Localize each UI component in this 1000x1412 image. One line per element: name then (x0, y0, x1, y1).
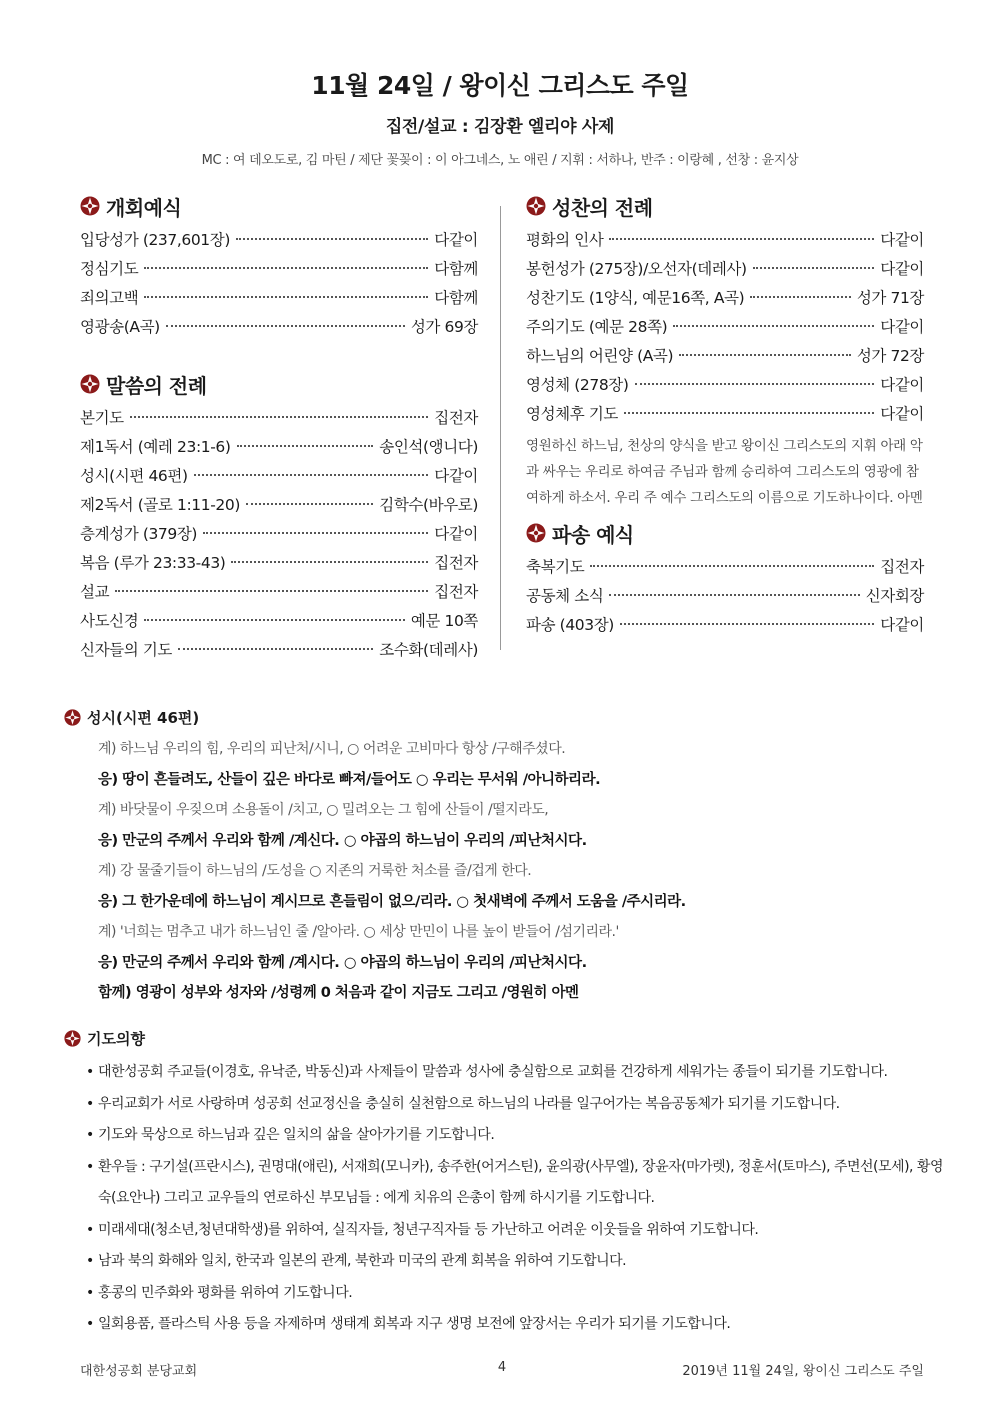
order-row (526, 613, 924, 642)
order-row (526, 286, 924, 315)
dot-leader (609, 238, 874, 240)
section-title: 성찬의 전례 (552, 195, 653, 220)
prayer-intentions (64, 1027, 944, 1341)
dot-leader (635, 383, 875, 385)
order-item-role: 예문 10쪽 (410, 612, 478, 630)
order-item-role: 송인석(앵니다) (379, 438, 478, 456)
dot-leader (144, 619, 405, 621)
page-subtitle: 집전/설교 : 김장환 엘리야 사제 (385, 117, 615, 137)
order-item-role: 성가 71장 (856, 289, 924, 307)
order-row (80, 493, 478, 522)
order-row (526, 315, 924, 344)
column-divider (500, 206, 501, 650)
order-item-name: 제2독서 (골로 1:11-20) (80, 496, 240, 514)
order-item-name: 본기도 (80, 409, 124, 427)
psalm-response: 응) 땅이 흔들려도, 산들이 깊은 바다로 빠져/들어도 ○ 우리는 무서워 /아니하리라. (98, 771, 601, 788)
dot-leader (144, 267, 428, 269)
page-footer (80, 1360, 924, 1380)
order-item-role: 김학수(바우로) (379, 496, 478, 514)
order-item-name: 축복기도 (526, 558, 585, 576)
psalm-verse: 계) '너희는 멈추고 내가 하느님인 줄 /알아라. ○ 세상 만민이 나를 높이 받들어 /섬기리라.' (98, 924, 619, 940)
left-column (80, 192, 478, 667)
order-item-role: 조수화(데레사) (379, 641, 478, 659)
order-item-role: 집전자 (434, 583, 478, 601)
dot-leader (236, 238, 428, 240)
order-row (80, 406, 478, 435)
intention-item: • 대한성공회 주교들(이경호, 유낙준, 박동신)과 사제들이 말씀과 성사에 충실함으로 교회를 건강하게 세워가는 종들이 되기를 기도합니다. (86, 1057, 944, 1089)
order-row (526, 344, 924, 373)
order-list (80, 228, 478, 344)
order-row (80, 551, 478, 580)
page-title: 11월 24일 / 왕이신 그리스도 주일 (311, 71, 689, 100)
order-item-name: 층계성가 (379장) (80, 525, 198, 543)
order-item-role: 집전자 (434, 409, 478, 427)
order-item-role: 다같이 (880, 318, 924, 336)
order-row (80, 315, 478, 344)
order-row (80, 257, 478, 286)
intention-list (86, 1057, 944, 1341)
dot-leader (144, 296, 428, 298)
order-row (526, 257, 924, 286)
order-list (80, 406, 478, 667)
service-credits: MC : 여 데오도로, 김 마틴 / 제단 꽃꽂이 : 이 아그네스, 노 애린 / 지휘 : 서하나, 반주 : 이랑혜 , 선창 : 윤지상 (201, 153, 799, 168)
psalm-verse: 계) 강 물줄기들이 하느님의 /도성을 ○ 지존의 거룩한 처소를 즐/겁게 한다. (98, 863, 532, 879)
order-item-name: 하느님의 어린양 (A곡) (526, 347, 674, 365)
intention-item: • 남과 북의 화해와 일치, 한국과 일본의 관계, 북한과 미국의 관계 회복을 위하여 기도합니다. (86, 1246, 944, 1278)
psalm-response: 응) 만군의 주께서 우리와 함께 /계신다. ○ 야곱의 하느님이 우리의 /피난처시다. (98, 832, 587, 849)
order-list (526, 228, 924, 431)
order-row (80, 435, 478, 464)
dot-leader (620, 623, 874, 625)
dot-leader (624, 412, 874, 414)
order-item-role: 다함께 (434, 260, 478, 278)
psalm-verse: 계) 바닷물이 우짖으며 소용돌이 /치고, ○ 밀려오는 그 힘에 산들이 /떨지라도, (98, 802, 549, 818)
cross-icon (64, 709, 81, 726)
order-row (80, 580, 478, 609)
cross-icon (526, 523, 546, 543)
section-heading (64, 1027, 944, 1049)
cross-icon (64, 1030, 81, 1047)
dot-leader (166, 325, 405, 327)
order-item-role: 신자회장 (865, 587, 924, 605)
order-row (80, 286, 478, 315)
order-row (526, 584, 924, 613)
order-item-name: 공동체 소식 (526, 587, 604, 605)
dot-leader (609, 594, 859, 596)
dot-leader (237, 445, 374, 447)
order-item-role: 다같이 (880, 376, 924, 394)
order-item-name: 평화의 인사 (526, 231, 604, 249)
order-item-role: 집전자 (880, 558, 924, 576)
order-row (80, 464, 478, 493)
section-heading (80, 370, 478, 398)
dot-leader (194, 474, 429, 476)
order-item-name: 제1독서 (예레 23:1-6) (80, 438, 231, 456)
dot-leader (178, 648, 373, 650)
order-item-role: 다같이 (880, 231, 924, 249)
intention-item: • 우리교회가 서로 사랑하며 성공회 선교정신을 충실히 실천함으로 하느님의 나라를 일구어가는 복음공동체가 되기를 기도합니다. (86, 1089, 944, 1121)
dot-leader (590, 565, 874, 567)
section-title: 기도의향 (87, 1029, 145, 1048)
right-column (526, 192, 924, 642)
psalm-verse: 계) 하느님 우리의 힘, 우리의 피난처/시니, ○ 어려운 고비마다 항상 /구해주셨다. (98, 741, 566, 757)
order-item-role: 다같이 (880, 405, 924, 423)
psalm-response: 함께) 영광이 성부와 성자와 /성령께 0 처음과 같이 지금도 그리고 /영원히 아멘 (98, 985, 579, 1001)
section-title: 개회예식 (106, 195, 182, 220)
order-item-role: 집전자 (434, 554, 478, 572)
section-heading (64, 706, 944, 728)
order-item-name: 입당성가 (237,601장) (80, 231, 230, 249)
page-number: 4 (497, 1360, 507, 1375)
order-item-name: 죄의고백 (80, 289, 139, 307)
order-row (526, 402, 924, 431)
intention-item: • 홍콩의 민주화와 평화를 위하여 기도합니다. (86, 1278, 944, 1310)
section-heading (526, 192, 924, 220)
order-row (80, 228, 478, 257)
order-item-name: 영성체 (278장) (526, 376, 629, 394)
dot-leader (231, 561, 428, 563)
section-heading (80, 192, 478, 220)
intention-item: • 미래세대(청소년,청년대학생)를 위하여, 실직자들, 청년구직자들 등 가난하고 어려운 이웃들을 위하여 기도합니다. (86, 1215, 944, 1247)
cross-icon (526, 196, 546, 216)
order-item-name: 정심기도 (80, 260, 139, 278)
post-communion-prayer: 영원하신 하느님, 천상의 양식을 받고 왕이신 그리스도의 지휘 아래 악과 싸우는 우리로 하여금 주님과 함께 승리하여 그리스도의 영광에 참여하게 하소서. 우리 주 예수 그리스도의 이름으로 기도하나이다. 아멘 (526, 438, 923, 506)
order-item-name: 성찬기도 (1양식, 예문16쪽, A곡) (526, 289, 745, 307)
section-title: 성시(시편 46편) (87, 708, 200, 727)
page-header (0, 66, 1000, 168)
order-item-role: 다같이 (880, 260, 924, 278)
dot-leader (130, 416, 429, 418)
psalm-response: 응) 만군의 주께서 우리와 함께 /계시다. ○ 야곱의 하느님이 우리의 /피난처시다. (98, 954, 587, 971)
dot-leader (246, 503, 373, 505)
dot-leader (679, 354, 851, 356)
order-item-role: 다같이 (880, 616, 924, 634)
order-item-name: 주의기도 (예문 28쪽) (526, 318, 668, 336)
order-row (526, 555, 924, 584)
intention-item: • 기도와 묵상으로 하느님과 깊은 일치의 삶을 살아가기를 기도합니다. (86, 1120, 944, 1152)
order-item-role: 다같이 (434, 525, 478, 543)
order-item-name: 영성체후 기도 (526, 405, 618, 423)
order-item-name: 성시(시편 46편) (80, 467, 188, 485)
order-row (80, 522, 478, 551)
dot-leader (203, 532, 428, 534)
section-title: 말씀의 전례 (106, 373, 207, 398)
dot-leader (115, 590, 428, 592)
section-heading (526, 519, 924, 547)
order-item-name: 신자들의 기도 (80, 641, 172, 659)
psalm-lines (98, 734, 944, 1009)
order-item-name: 사도신경 (80, 612, 139, 630)
order-item-name: 파송 (403장) (526, 616, 614, 634)
order-row (526, 228, 924, 257)
cross-icon (80, 196, 100, 216)
dot-leader (753, 267, 875, 269)
footer-date: 2019년 11월 24일, 왕이신 그리스도 주일 (682, 1364, 924, 1379)
intention-item: • 일회용품, 플라스틱 사용 등을 자제하며 생태계 회복과 지구 생명 보전에 앞장서는 우리가 되기를 기도합니다. (86, 1309, 944, 1341)
intention-item: • 환우들 : 구기설(프란시스), 권명대(애린), 서재희(모니카), 송주한(어거스틴), 윤의광(사무엘), 장윤자(마가렛), 정훈서(토마스), 주면선(모세), 황영숙(요안나) 그리고 교우들의 연로하신 부모님들 : 에게 치유의 은총이 함께 하시기를 기도합니다. (86, 1152, 944, 1215)
order-item-name: 영광송(A곡) (80, 318, 160, 336)
order-item-name: 설교 (80, 583, 110, 601)
order-row (80, 638, 478, 667)
order-item-role: 다같이 (434, 231, 478, 249)
dot-leader (673, 325, 874, 327)
footer-church: 대한성공회 분당교회 (80, 1364, 198, 1379)
order-item-role: 성가 72장 (856, 347, 924, 365)
cross-icon (80, 374, 100, 394)
order-item-role: 다함께 (434, 289, 478, 307)
dot-leader (750, 296, 851, 298)
order-row (80, 609, 478, 638)
order-item-name: 복음 (루가 23:33-43) (80, 554, 226, 572)
psalm-section (64, 706, 944, 1009)
order-item-name: 봉헌성가 (275장)/오선자(데레사) (526, 260, 747, 278)
order-item-role: 다같이 (434, 467, 478, 485)
order-row (526, 373, 924, 402)
psalm-response: 응) 그 한가운데에 하느님이 계시므로 흔들림이 없으/리라. ○ 첫새벽에 주께서 도움을 /주시리라. (98, 893, 686, 910)
order-item-role: 성가 69장 (410, 318, 478, 336)
order-list (526, 555, 924, 642)
section-title: 파송 예식 (552, 522, 634, 547)
